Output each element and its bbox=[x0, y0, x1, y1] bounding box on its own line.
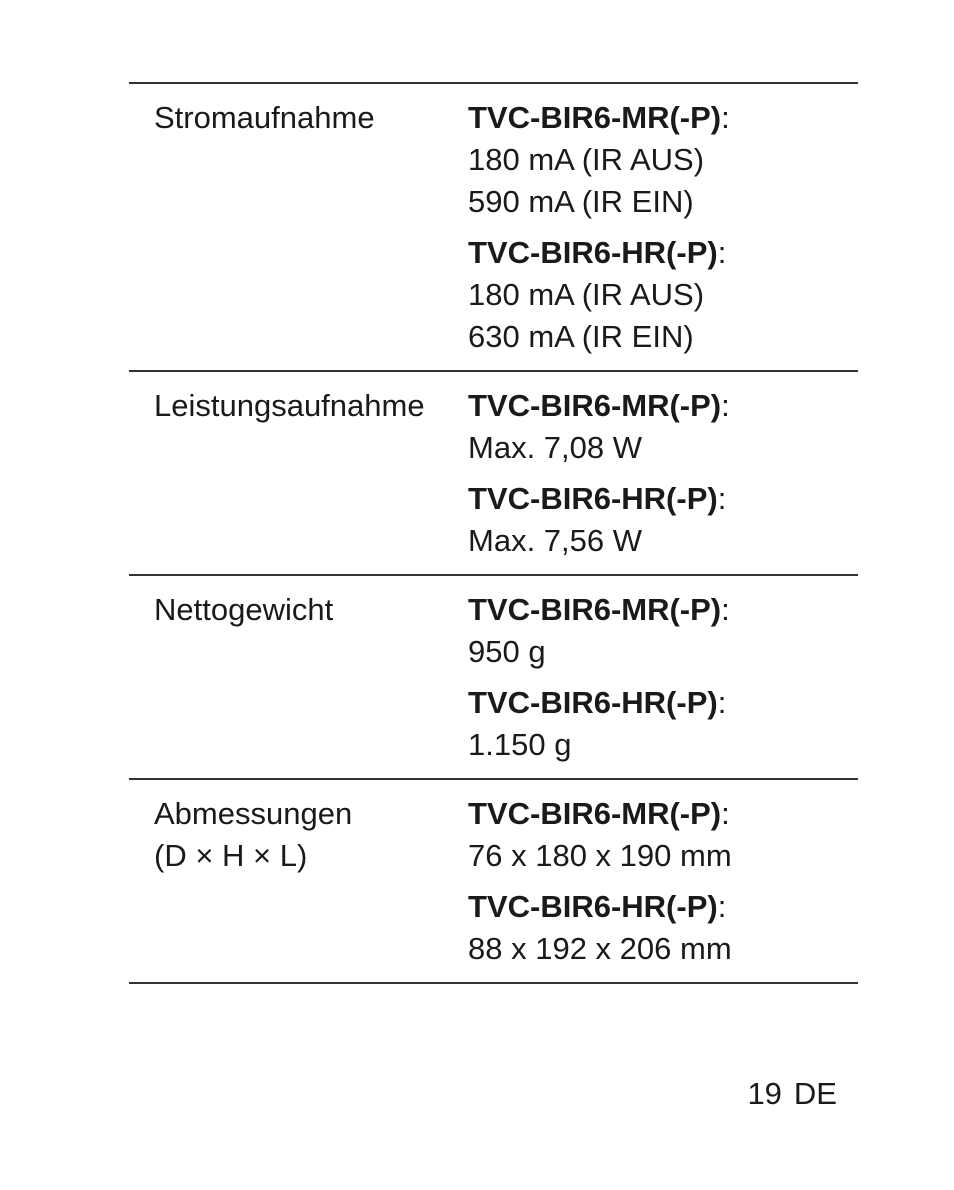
model-name: TVC-BIR6-MR(-P) bbox=[468, 796, 722, 831]
model-name: TVC-BIR6-HR(-P) bbox=[468, 481, 718, 516]
model-name: TVC-BIR6-MR(-P) bbox=[468, 100, 722, 135]
spec-value-line: 590 mA (IR EIN) bbox=[468, 184, 694, 219]
model-separator: : bbox=[721, 592, 730, 627]
model-separator: : bbox=[721, 796, 730, 831]
spec-values bbox=[468, 589, 858, 766]
spec-group-hr bbox=[468, 232, 858, 358]
model-separator: : bbox=[717, 481, 727, 516]
spec-value-line: 180 mA (IR AUS) bbox=[468, 142, 705, 177]
model-separator: : bbox=[717, 235, 727, 270]
spec-group-mr bbox=[468, 97, 858, 223]
spec-group-hr bbox=[468, 682, 858, 766]
spec-label-line: Leistungsaufnahme bbox=[154, 388, 425, 423]
spec-label bbox=[129, 793, 468, 970]
spec-group-mr bbox=[468, 793, 858, 877]
spec-value-line: 1.150 g bbox=[468, 727, 572, 762]
spec-row-nettogewicht bbox=[129, 576, 858, 780]
language-code: DE bbox=[793, 1076, 837, 1111]
model-separator: : bbox=[717, 685, 727, 720]
model-name: TVC-BIR6-HR(-P) bbox=[468, 235, 718, 270]
spec-label-line: Abmessungen bbox=[154, 796, 353, 831]
page-footer bbox=[747, 1073, 837, 1115]
spec-values bbox=[468, 793, 858, 970]
spec-value-line: 88 x 192 x 206 mm bbox=[468, 931, 732, 966]
spec-value-line: Max. 7,08 W bbox=[468, 430, 642, 465]
spec-value-line: 950 g bbox=[468, 634, 546, 669]
model-name: TVC-BIR6-HR(-P) bbox=[468, 889, 718, 924]
spec-values bbox=[468, 97, 858, 358]
spec-label bbox=[129, 589, 468, 766]
spec-label-line: (D × H × L) bbox=[154, 838, 308, 873]
spec-value-line: 630 mA (IR EIN) bbox=[468, 319, 694, 354]
model-separator: : bbox=[717, 889, 727, 924]
spec-value-line: Max. 7,56 W bbox=[468, 523, 642, 558]
spec-table bbox=[129, 82, 858, 984]
spec-group-mr bbox=[468, 385, 858, 469]
model-separator: : bbox=[721, 100, 730, 135]
spec-label-line: Nettogewicht bbox=[154, 592, 334, 627]
spec-value-line: 76 x 180 x 190 mm bbox=[468, 838, 732, 873]
model-separator: : bbox=[721, 388, 730, 423]
spec-group-hr bbox=[468, 886, 858, 970]
spec-row-stromaufnahme bbox=[129, 84, 858, 372]
spec-label-line: Stromaufnahme bbox=[154, 100, 375, 135]
spec-value-line: 180 mA (IR AUS) bbox=[468, 277, 705, 312]
model-name: TVC-BIR6-MR(-P) bbox=[468, 388, 722, 423]
model-name: TVC-BIR6-MR(-P) bbox=[468, 592, 722, 627]
spec-values bbox=[468, 385, 858, 562]
spec-row-abmessungen bbox=[129, 780, 858, 984]
spec-row-leistungsaufnahme bbox=[129, 372, 858, 576]
spec-label bbox=[129, 97, 468, 358]
model-name: TVC-BIR6-HR(-P) bbox=[468, 685, 718, 720]
spec-group-hr bbox=[468, 478, 858, 562]
page-number: 19 bbox=[747, 1076, 782, 1111]
spec-label bbox=[129, 385, 468, 562]
spec-group-mr bbox=[468, 589, 858, 673]
